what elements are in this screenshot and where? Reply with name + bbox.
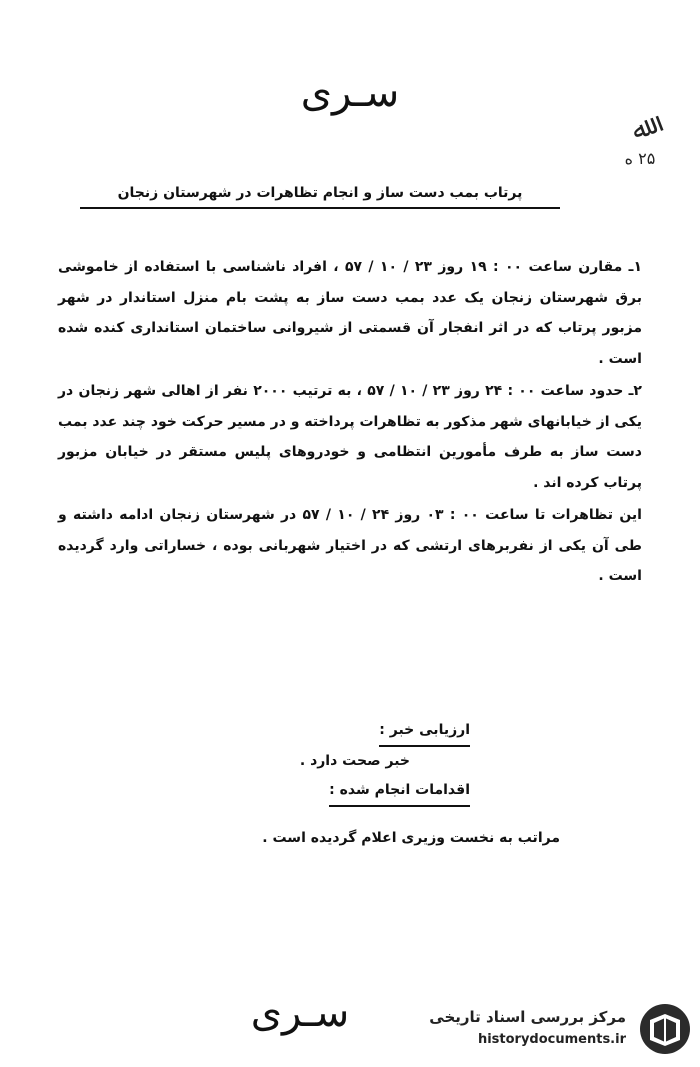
margin-note-number: ۲۵ ه [624, 149, 656, 168]
actions-heading: اقدامات انجام شده : [329, 776, 470, 807]
classification-stamp-top: سـرى [300, 70, 400, 116]
assessment-value: خبر صحت دارد . [299, 753, 410, 769]
closing-line: مراتب به نخست وزیری اعلام گردیده است . [262, 830, 560, 846]
paragraph-3: این تظاهرات تا ساعت ۰۰ : ۰۳ روز ۲۴ / ۱۰ / ۵۷ در شهرستان زنجان ادامه داشته و طی آن یکی از نفربرهای ارتشی که در اختیار شهربانی بوده ، خساراتی وارد گردیده است . [58, 507, 642, 584]
classification-stamp-bottom: سـرى [250, 990, 350, 1036]
paragraph-1: ۱ـ مقارن ساعت ۰۰ : ۱۹ روز ۲۳ / ۱۰ / ۵۷ ، افراد ناشناسی با استفاده از خاموشی برق شهرستان زنجان یک عدد بمب دست ساز به پشت بام منزل استاندار در شهر مزبور پرتاب که در اثر انفجار آن قسمتی از شیروانی ساختمان استانداری کنده شده است . [58, 259, 642, 367]
archive-watermark [430, 1002, 692, 1058]
margin-note-mark: ﷲ [627, 113, 653, 147]
assessment-heading: ارزیابی خبر : [379, 716, 470, 747]
archive-name: مرکز بررسی اسناد تاریخی [429, 1008, 626, 1026]
paragraph-2: ۲ـ حدود ساعت ۰۰ : ۲۴ روز ۲۳ / ۱۰ / ۵۷ ، به ترتیب ۲۰۰۰ نفر از اهالی شهر زنجان در یکی از خیابانهای شهر مذکور به تظاهرات پرداخته و در مسیر حرکت خود چند عدد بمب دست ساز به طرف مأمورین انتظامی و خودروهای پلیس مستقر در خیابان مزبور پرتاب کرده اند . [58, 383, 642, 491]
margin-handwritten-note [610, 115, 670, 168]
archive-logo-icon [638, 1002, 692, 1056]
assessment-block [230, 716, 470, 807]
archive-url: historydocuments.ir [477, 1032, 626, 1047]
document-subject: پرتاب بمب دست ساز و انجام تظاهرات در شهرستان زنجان [80, 185, 560, 209]
document-body [58, 252, 642, 594]
